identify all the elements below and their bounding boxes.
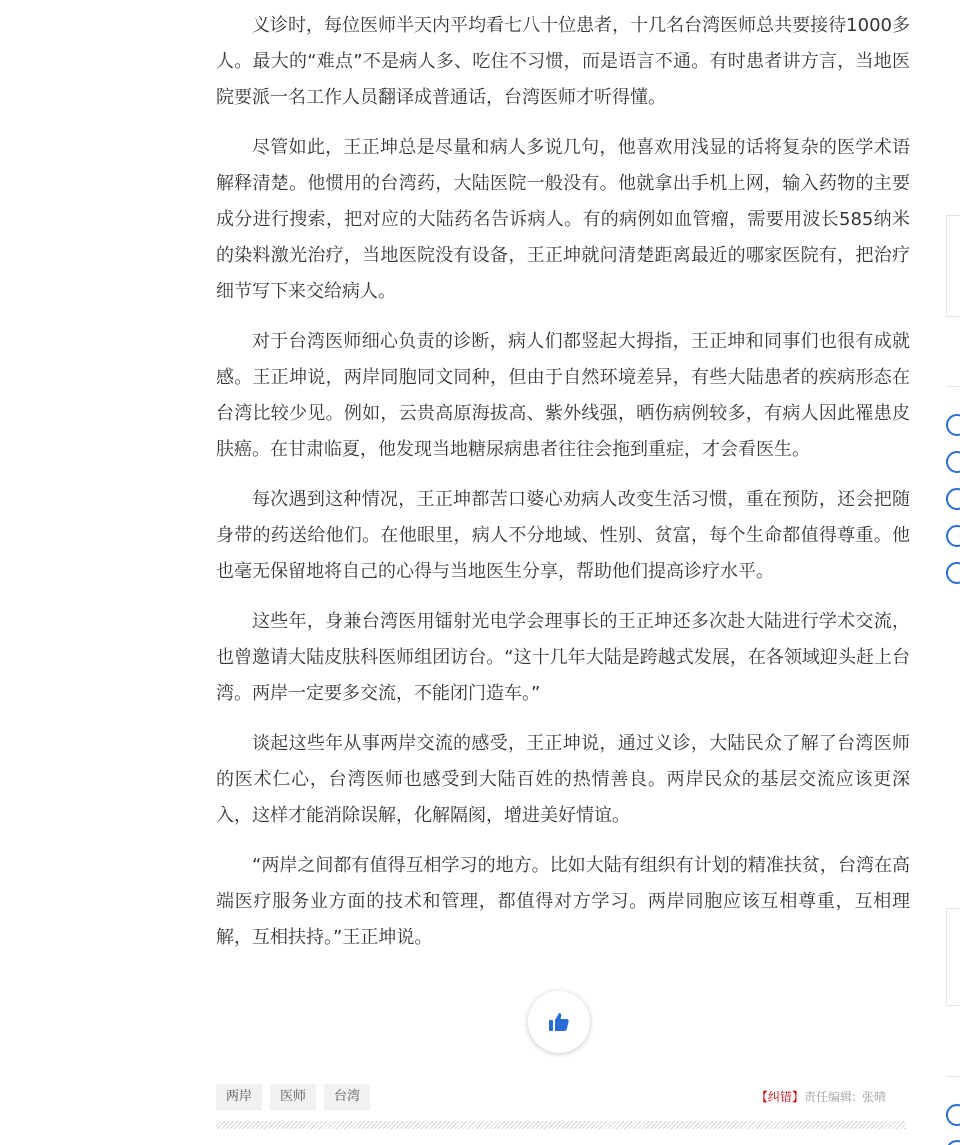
tag-taiwan[interactable]: 台湾 — [324, 1084, 370, 1110]
article-paragraph: 这些年，身兼台湾医用镭射光电学会理事长的王正坤还多次赴大陆进行学术交流，也曾邀请大陆皮肤科医师组团访台。“这十几年大陆是跨越式发展，在各领域迎头赶上台湾。两岸一定要多交流，不能闭门造车。” — [216, 611, 910, 704]
sidebar-panel — [946, 215, 960, 317]
sidebar-panel — [946, 908, 960, 1006]
share-icon[interactable] — [946, 1104, 960, 1126]
article-body — [216, 8, 910, 970]
tag-liangan[interactable]: 两岸 — [216, 1084, 262, 1110]
share-icon[interactable] — [946, 488, 960, 510]
tag-yishi[interactable]: 医师 — [270, 1084, 316, 1110]
share-icon[interactable] — [946, 451, 960, 473]
article-meta — [756, 1089, 886, 1105]
article-paragraph: 对于台湾医师细心负责的诊断，病人们都竖起大拇指，王正坤和同事们也很有成就感。王正坤说，两岸同胞同文同种，但由于自然环境差异，有些大陆患者的疾病形态在台湾比较少见。例如，云贵高原海拔高、紫外线强，晒伤病例较多，有病人因此罹患皮肤癌。在甘肃临夏，他发现当地糖尿病患者往往会拖到重症，才会看医生。 — [216, 331, 910, 460]
correction-link[interactable]: 【纠错】 — [755, 1090, 804, 1104]
sidebar-divider — [946, 386, 960, 387]
share-icon[interactable] — [946, 414, 960, 436]
article-paragraph: 尽管如此，王正坤总是尽量和病人多说几句，他喜欢用浅显的话将复杂的医学术语解释清楚。他惯用的台湾药，大陆医院一般没有。他就拿出手机上网，输入药物的主要成分进行搜索，把对应的大陆药名告诉病人。有的病例如血管瘤，需要用波长585纳米的染料激光治疗，当地医院没有设备，王正坤就问清楚距离最近的哪家医院有，把治疗细节写下来交给病人。 — [216, 137, 910, 302]
thumbs-up-icon — [547, 1010, 571, 1034]
like-button[interactable] — [528, 991, 590, 1053]
editor-label: 责任编辑: — [803, 1090, 856, 1104]
tag-list — [216, 1084, 370, 1110]
article-paragraph: 谈起这些年从事两岸交流的感受，王正坤说，通过义诊，大陆民众了解了台湾医师的医术仁心，台湾医师也感受到大陆百姓的热情善良。两岸民众的基层交流应该更深入，这样才能消除误解，化解隔阂，增进美好情谊。 — [216, 733, 910, 826]
article-paragraph: 每次遇到这种情况，王正坤都苦口婆心劝病人改变生活习惯，重在预防，还会把随身带的药送给他们。在他眼里，病人不分地域、性别、贫富，每个生命都值得尊重。他也毫无保留地将自己的心得与当地医生分享，帮助他们提高诊疗水平。 — [216, 489, 910, 582]
share-icon[interactable] — [946, 525, 960, 547]
share-icon[interactable] — [946, 1140, 960, 1145]
article-paragraph: 义诊时，每位医师半天内平均看七八十位患者，十几名台湾医师总共要接待1000多人。最大的“难点”不是病人多、吃住不习惯，而是语言不通。有时患者讲方言，当地医院要派一名工作人员翻译成普通话，台湾医师才听得懂。 — [216, 15, 910, 108]
share-icon[interactable] — [946, 562, 960, 584]
article-paragraph: “两岸之间都有值得互相学习的地方。比如大陆有组织有计划的精准扶贫，台湾在高端医疗服务业方面的技术和管理，都值得对方学习。两岸同胞应该互相尊重，互相理解，互相扶持。”王正坤说。 — [216, 855, 910, 948]
editor-name: 张晴 — [861, 1090, 886, 1104]
sidebar-divider — [946, 1076, 960, 1077]
divider — [216, 1121, 906, 1129]
